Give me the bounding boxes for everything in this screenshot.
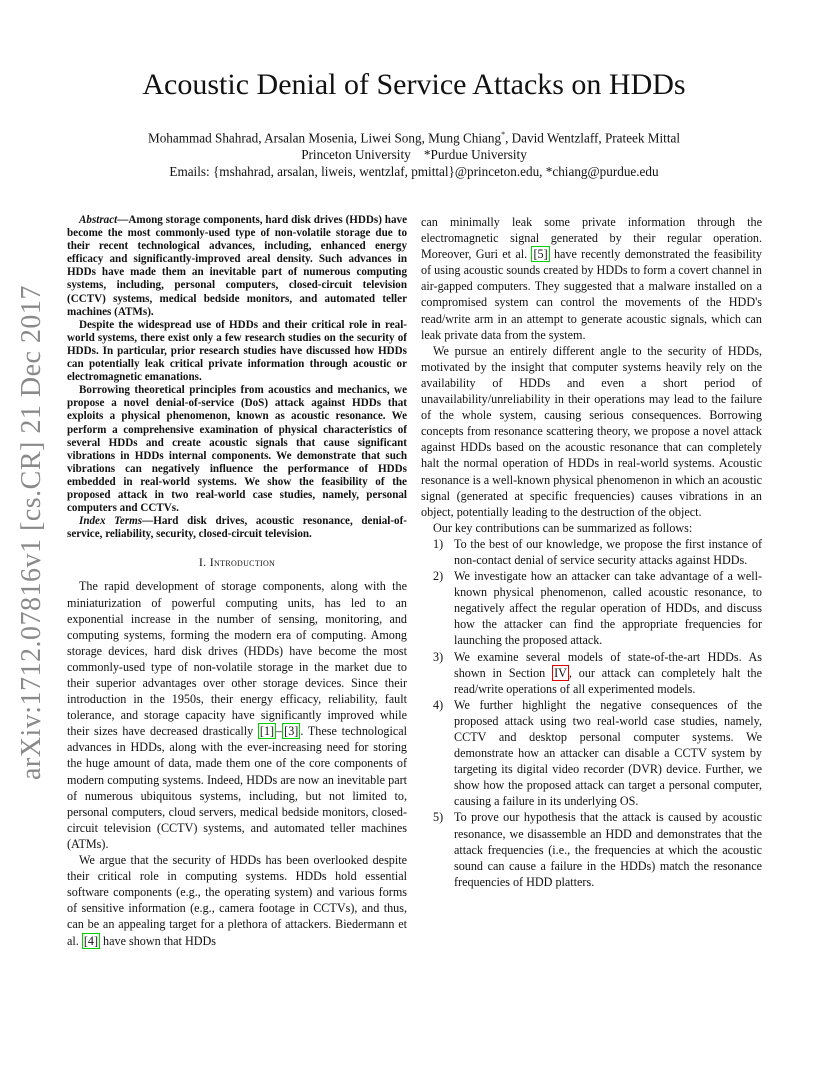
abstract-label: Abstract (79, 214, 118, 226)
section-heading-introduction: I. Introduction (198, 555, 276, 570)
citation-link-1[interactable]: [1] (259, 724, 275, 739)
arxiv-sidebar-stamp: arXiv:1712.07816v1 [cs.CR] 21 Dec 2017 (16, 285, 47, 780)
citation-link-5[interactable]: [5] (533, 247, 548, 262)
contribution-item: 4) We further highlight the negative consequences of the proposed attack using two real-world case studies, namely, CCTV and desktop personal computer systems. We demonstrate how an attacker can disable a CCTV system by targeting its digital video recorder (DVR) device. Further, we show how the proposed attack can target a personal computer, causing a failure in its underlying OS. (433, 697, 762, 809)
contributions-list (421, 536, 762, 890)
index-terms: Index Terms—Hard disk drives, acoustic resonance, denial-of-service, reliability, security, closed-circuit television. (67, 515, 407, 541)
left-column (67, 214, 407, 949)
citation-link-4[interactable]: [4] (83, 933, 98, 948)
abstract-paragraph-3: Borrowing theoretical principles from acoustics and mechanics, we propose a novel denial-of-service (DoS) attack against HDDs that exploits a physical phenomenon, known as acoustic resonance. We perform a comprehensive examination of physical characteristics of several HDDs and create acoustic signals that cause significant vibrations in HDDs internal components. We demonstrate that such vibrations can negatively influence the performance of HDDs embedded in real-world systems. We show the feasibility of the proposed attack in two real-world case studies, namely, personal computers and CCTVs. (67, 384, 407, 515)
section-ref-link[interactable]: IV (554, 665, 567, 680)
intro-paragraph-2-continued: can minimally leak some private information through the electromagnetic signal generated by their regular operation. Moreover, Guri et al. [5] have recently demonstrated the feasibility of using acoustic sounds created by HDDs to form a covert channel in air-gapped computers. They suggested that a malware installed on a compromised system can control the movements of the HDD's read/write arm in an attempt to generate acoustic signals, which can leak private data from the system. (421, 215, 762, 342)
intro-paragraph-1: The rapid development of storage components, along with the miniaturization of powerful computing units, has led to an exponential increase in the number of sensing, monitoring, and computing systems, forming the modern era of computing. Among storage devices, hard disk drives (HDDs) have become the most commonly-used type of non-volatile storage in the market due to their superior advantages over other storage devices. Since their introduction in the 1950s, their energy efficacy, reliability, fault tolerance, and storage capacity have significantly improved while their sizes have decreased drastically [1] – [3] . These technological advances in HDDs, along with the ever-increasing need for storing the huge amount of data, made them one of the core components of modern computing systems. Indeed, HDDs are now an inevitable part of numerous ubiquitous systems, including, but not limited to, personal computers, cloud servers, medical bedside monitors, closed-circuit television (CCTV) systems, and automated teller machines (ATMs). (67, 579, 408, 851)
author-names: Mohammad Shahrad, Arsalan Mosenia, Liwei Song, Mung Chiang*, David Wentzlaff, Prateek Mittal (147, 130, 681, 146)
index-terms-label: Index Terms (79, 515, 143, 528)
introduction-body (67, 578, 407, 948)
contribution-item: 2) We investigate how an attacker can take advantage of a well-known physical phenomenon, called acoustic resonance, to negatively affect the regular operation of HDDs, and discuss how the attacker can find the appropriate frequencies for launching the proposed attack. (433, 569, 762, 648)
author-emails: Emails: {mshahrad, arsalan, liweis, wentzlaf, pmittal}@princeton.edu, *chiang@purdue.edu (169, 164, 659, 180)
right-column (421, 214, 762, 890)
purdue-marker: * (501, 130, 506, 139)
intro-paragraph-3: We pursue an entirely different angle to the security of HDDs, motivated by the insight that computer systems heavily rely on the availability of HDDs and even a short period of unavailability/unreliability in their operations may lead to the failure of the whole system, causing serious consequences. Borrowing concepts from resonance scattering theory, we propose a novel attack against HDDs based on the acoustic resonance that can completely halt the normal operation of HDDs in real-world systems. Acoustic resonance is a well-known physical phenomenon in which an acoustic signal (generated at specific frequencies) causes vibrations in an object, potentially leading to the destruction of the object. (421, 343, 762, 519)
contribution-item: 3) We examine several models of state-of-the-art HDDs. As shown in Section IV , our attack can completely halt the read/write operations of all experimented models. (433, 649, 762, 696)
abstract-paragraph-1: Abstract—Among storage components, hard disk drives (HDDs) have become the most commonly-used type of non-volatile storage due to their recent technological advances, including, enhanced energy efficacy and significantly-improved areal density. Such advances in HDDs have made them an inevitable part of numerous computing systems, including, personal computers, closed-circuit television (CCTV) systems, medical bedside monitors, and automated teller machines (ATMs). (67, 214, 407, 318)
contribution-item: 1) To the best of our knowledge, we propose the first instance of non-contact denial of service security attacks against HDDs. (433, 536, 762, 567)
abstract-paragraph-2: Despite the widespread use of HDDs and their critical role in real-world systems, there exist only a few research studies on the security of HDDs. In particular, prior research studies have discussed how HDDs can potentially leak critical private information through acoustic or electromagnetic emanations. (67, 318, 407, 384)
citation-link-3[interactable]: [3] (284, 724, 299, 739)
intro-paragraph-4: Our key contributions can be summarized as follows: (433, 520, 693, 535)
intro-paragraph-2-start: We argue that the security of HDDs has been overlooked despite their critical role in computing systems. HDDs hold essential software components (e.g., the operating system) and various forms of sensitive information (e.g., camera footage in CCTVs), and thus, can be an appealing target for a plethora of attackers. Biedermann et al. [4] have shown that HDDs (67, 853, 407, 948)
contribution-item: 5) To prove our hypothesis that the attack is caused by acoustic resonance, we disassemble an HDD and demonstrates that the attack frequencies (i.e., the frequencies at which the acoustic sound can cause a failure in the HDDs) match the resonance frequencies of HDD platters. (433, 810, 762, 889)
affiliations: Princeton University *Purdue University (301, 147, 527, 163)
paper-title: Acoustic Denial of Service Attacks on HDDs (142, 68, 686, 101)
author-block (60, 126, 768, 180)
abstract (67, 214, 407, 541)
